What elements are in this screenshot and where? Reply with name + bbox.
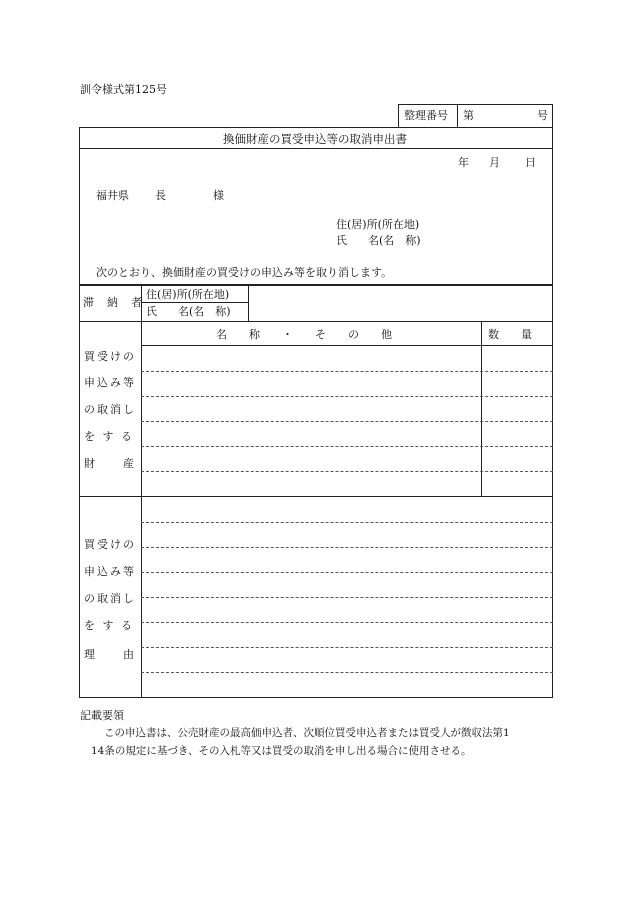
registry-go: 号 [537, 109, 548, 122]
reason-label-line4: を す る [84, 619, 134, 632]
addressee-pref: 福井県 [96, 189, 129, 202]
property-label-line1: 買受けの [84, 350, 136, 363]
applicant-name-label-a: 氏 [336, 234, 347, 247]
taxpayer-name-label-a: 氏 [146, 305, 157, 318]
notes-line1: この申込書は、公売財産の最高価申込者、次順位買受申込者または買受人が徴収法第1 [104, 727, 510, 739]
property-label-line2: 申込み等 [84, 376, 136, 389]
registry-number-label: 整理番号 [404, 109, 448, 122]
property-col-name-header: 名 称 ・ そ の 他 [216, 328, 392, 341]
applicant-address-label: 住(居)所(所在地) [336, 218, 420, 231]
registry-dai: 第 [463, 109, 474, 122]
reason-label-line1: 買受けの [84, 538, 136, 551]
notes-line2: 14条の規定に基づき、その入札等又は買受の取消を申し出る場合に使用させる。 [91, 745, 472, 757]
taxpayer-name-label-b: 名(名 称) [178, 305, 231, 318]
date-year: 年 [458, 156, 469, 169]
statement: 次のとおり、換価財産の買受けの申込み等を取り消します。 [96, 266, 393, 279]
property-label-line4: を す る [84, 430, 134, 443]
property-label-line3: の取消し [84, 403, 136, 416]
taxpayer-label: 滞 納 者 [83, 296, 143, 309]
form-title: 換価財産の買受申込等の取消申出書 [223, 132, 407, 146]
reason-label-line2: 申込み等 [84, 565, 136, 578]
reason-label-line3: の取消し [84, 592, 136, 605]
property-col-qty-header: 数 量 [488, 328, 532, 341]
taxpayer-address-label: 住(居)所(所在地) [146, 288, 230, 301]
applicant-name-label-b: 名(名 称) [368, 234, 421, 247]
property-label-line5: 財 産 [84, 457, 136, 470]
addressee-cho: 長 [155, 189, 166, 202]
date-month: 月 [489, 156, 500, 169]
addressee-sama: 様 [213, 189, 224, 202]
form-number: 訓令様式第125号 [80, 83, 167, 96]
notes-heading: 記載要領 [80, 709, 124, 722]
reason-label-line5: 理 由 [84, 648, 136, 661]
date-day: 日 [525, 156, 536, 169]
